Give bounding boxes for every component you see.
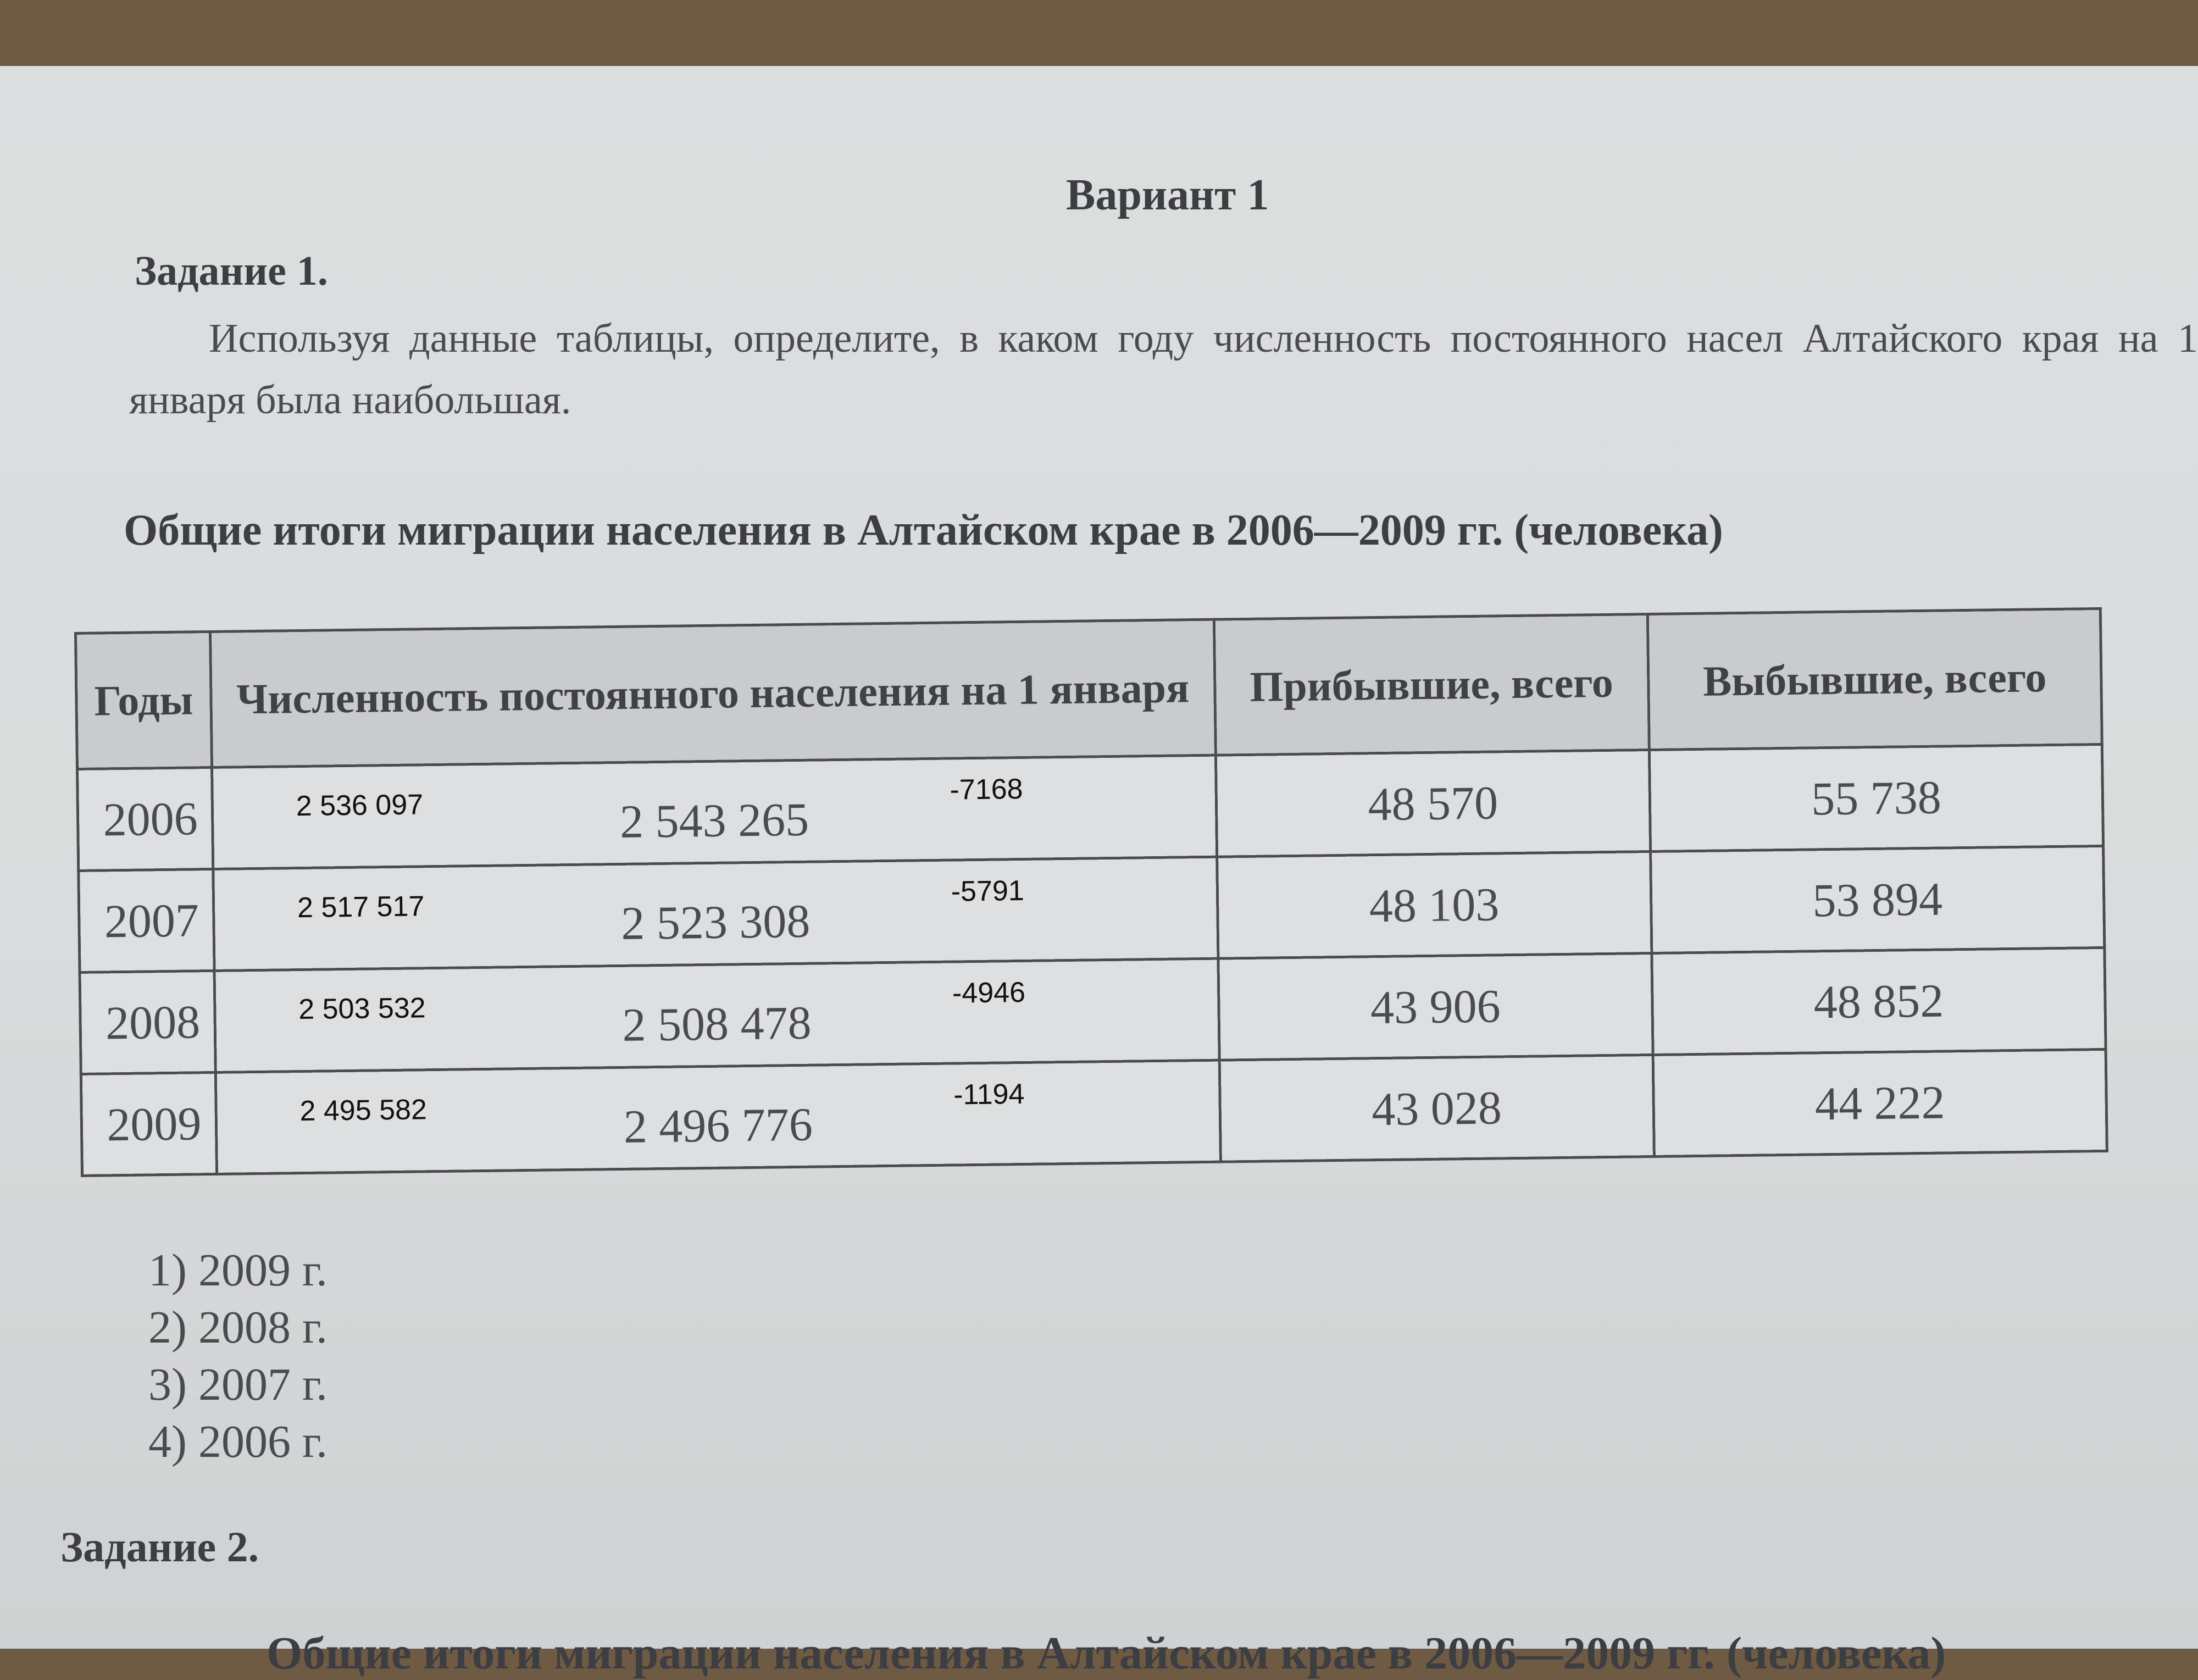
handwritten-note-population: 2 536 097 xyxy=(296,789,424,823)
arrived-cell: 48 103 xyxy=(1217,851,1651,958)
year-cell: 2008 xyxy=(80,971,215,1074)
answer-option: 3) 2007 г. xyxy=(148,1359,328,1410)
population-cell xyxy=(214,958,1219,1072)
handwritten-note-population: 2 517 517 xyxy=(297,890,425,924)
variant-title: Вариант 1 xyxy=(1066,171,1269,219)
handwritten-note-diff: -4946 xyxy=(952,976,1026,1010)
answer-option: 2) 2008 г. xyxy=(148,1302,328,1353)
departed-cell: 48 852 xyxy=(1652,947,2106,1055)
table-title: Общие итоги миграции населения в Алтайском крае в 2006—2009 гг. (человека) xyxy=(124,506,1723,555)
answer-option: 4) 2006 г. xyxy=(148,1416,328,1467)
answer-options xyxy=(148,1242,328,1471)
handwritten-note-diff: -1194 xyxy=(953,1078,1025,1111)
handwritten-note-diff: -7168 xyxy=(950,773,1023,806)
year-cell: 2006 xyxy=(77,767,213,871)
population-value: 2 523 308 xyxy=(620,894,811,950)
departed-cell: 55 738 xyxy=(1649,744,2103,851)
task-2-label: Задание 2. xyxy=(60,1523,259,1571)
population-cell xyxy=(215,1060,1220,1174)
table-header-row xyxy=(76,608,2102,769)
arrived-cell: 48 570 xyxy=(1215,750,1650,857)
year-cell: 2009 xyxy=(81,1072,217,1176)
arrived-cell: 43 906 xyxy=(1218,953,1653,1060)
departed-cell: 44 222 xyxy=(1653,1049,2107,1156)
header-population: Численность постоянного населения на 1 января xyxy=(210,619,1215,767)
population-value: 2 508 478 xyxy=(621,996,812,1051)
population-cell xyxy=(213,857,1218,971)
population-value: 2 496 776 xyxy=(623,1097,813,1153)
population-value: 2 543 265 xyxy=(619,792,809,848)
migration-table xyxy=(74,607,2108,1177)
answer-option: 1) 2009 г. xyxy=(148,1245,328,1296)
year-cell: 2007 xyxy=(79,869,214,972)
departed-cell: 53 894 xyxy=(1651,846,2105,953)
task-1-label: Задание 1. xyxy=(135,248,328,294)
handwritten-note-population: 2 495 582 xyxy=(299,1094,428,1128)
task-2-table-title: Общие итоги миграции населения в Алтайском крае в 2006—2009 гг. (человека) xyxy=(267,1628,1946,1679)
arrived-cell: 43 028 xyxy=(1219,1055,1654,1162)
task-1-question: Используя данные таблицы, определите, в каком году численность постоянного насел Алтайского края на 1 января была наибольшая. xyxy=(129,316,2198,423)
worksheet-page xyxy=(0,66,2198,1679)
header-departed: Выбывшие, всего xyxy=(1647,608,2102,750)
handwritten-note-population: 2 503 532 xyxy=(298,992,426,1026)
handwritten-note-diff: -5791 xyxy=(951,874,1025,908)
header-years: Годы xyxy=(76,631,212,769)
header-arrived: Прибывшие, всего xyxy=(1214,614,1649,756)
population-cell xyxy=(212,755,1217,869)
